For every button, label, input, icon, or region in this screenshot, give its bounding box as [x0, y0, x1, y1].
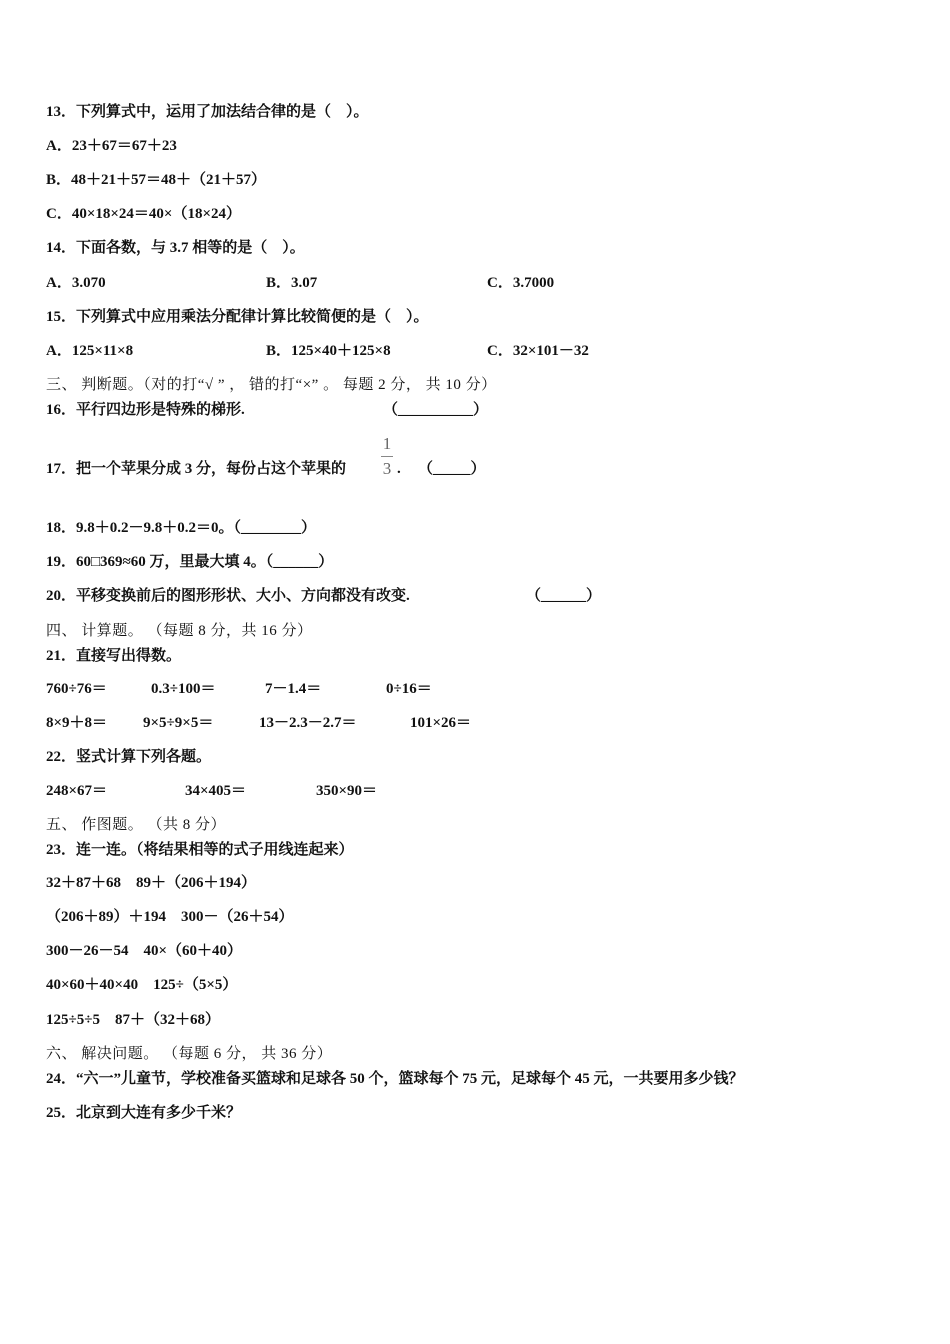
q13-option-a: A．23＋67＝67＋23 [46, 138, 177, 154]
q21-item: 7－1.4＝ [265, 681, 322, 697]
q14-stem: 14．下面各数，与 3.7 相等的是（ ）。 [46, 240, 305, 256]
q13-stem: 13．下列算式中，运用了加法结合律的是（ ）。 [46, 104, 369, 120]
q15-option-c: C．32×101－32 [487, 343, 589, 359]
q14-option-a: A．3.070 [46, 275, 106, 291]
q14-option-c: C．3.7000 [487, 275, 555, 291]
q15-option-a: A．125×11×8 [46, 343, 134, 359]
q18-text: 18．9.8＋0.2－9.8＋0.2＝0。（________） [46, 520, 317, 536]
q23-line: 300－26－54 40×（60＋40） [46, 943, 243, 959]
q21-item: 13－2.3－2.7＝ [259, 715, 357, 731]
q13-option-b: B．48＋21＋57＝48＋（21＋57） [46, 172, 267, 188]
fraction-bar [381, 456, 393, 457]
q14-option-b: B．3.07 [266, 275, 318, 291]
q23-stem: 23．连一连。（将结果相等的式子用线连起来） [46, 842, 354, 858]
q16-text: 16．平行四边形是特殊的梯形. [46, 402, 245, 418]
q23-line: 32＋87＋68 89＋（206＋194） [46, 875, 257, 891]
q13-option-c: C．40×18×24＝40×（18×24） [46, 206, 242, 222]
q22-stem: 22．竖式计算下列各题。 [46, 749, 212, 765]
q21-item: 760÷76＝ [46, 681, 107, 697]
fraction-denominator: 3 [382, 459, 392, 478]
q21-item: 0÷16＝ [386, 681, 432, 697]
fraction-numerator: 1 [382, 434, 392, 453]
q21-item: 0.3÷100＝ [151, 681, 216, 697]
q22-item: 248×67＝ [46, 783, 108, 799]
q17-answer-blank: （_____） [418, 461, 486, 477]
q21-item: 9×5÷9×5＝ [143, 715, 214, 731]
q25-text: 25．北京到大连有多少千米？ [46, 1105, 242, 1121]
section-6-heading: 六、 解决问题。 （每题 6 分， 共 36 分） [46, 1046, 333, 1062]
q20-answer-blank: （______） [526, 588, 602, 604]
q15-stem: 15．下列算式中应用乘法分配律计算比较简便的是（ ）。 [46, 309, 429, 325]
q23-line: （206＋89）＋194 300－（26＋54） [46, 909, 294, 925]
q19-text: 19．60□369≈60 万，里最大填 4。（______） [46, 554, 334, 570]
q20-text: 20．平移变换前后的图形形状、大小、方向都没有改变. [46, 588, 410, 604]
q22-item: 350×90＝ [316, 783, 378, 799]
section-4-heading: 四、 计算题。 （每题 8 分，共 16 分） [46, 623, 313, 639]
q16-answer-blank: （__________） [383, 402, 489, 418]
q22-item: 34×405＝ [185, 783, 247, 799]
q23-line: 125÷5÷5 87＋（32＋68） [46, 1012, 220, 1028]
section-3-heading: 三、 判断题。（对的打“√ ” ， 错的打“×” 。 每题 2 分， 共 10 分） [46, 377, 497, 393]
q17-fraction [381, 434, 393, 479]
q21-item: 101×26＝ [410, 715, 472, 731]
section-5-heading: 五、 作图题。 （共 8 分） [46, 817, 227, 833]
q21-item: 8×9＋8＝ [46, 715, 108, 731]
q21-stem: 21．直接写出得数。 [46, 648, 182, 664]
q15-option-b: B．125×40＋125×8 [266, 343, 391, 359]
q24-text: 24．“六一”儿童节，学校准备买篮球和足球各 50 个，篮球每个 75 元，足球每个 45 元，一共要用多少钱？ [46, 1071, 744, 1087]
q17-period: . [397, 461, 401, 477]
q23-line: 40×60＋40×40 125÷（5×5） [46, 977, 238, 993]
q17-text: 17．把一个苹果分成 3 分，每份占这个苹果的 [46, 461, 347, 477]
